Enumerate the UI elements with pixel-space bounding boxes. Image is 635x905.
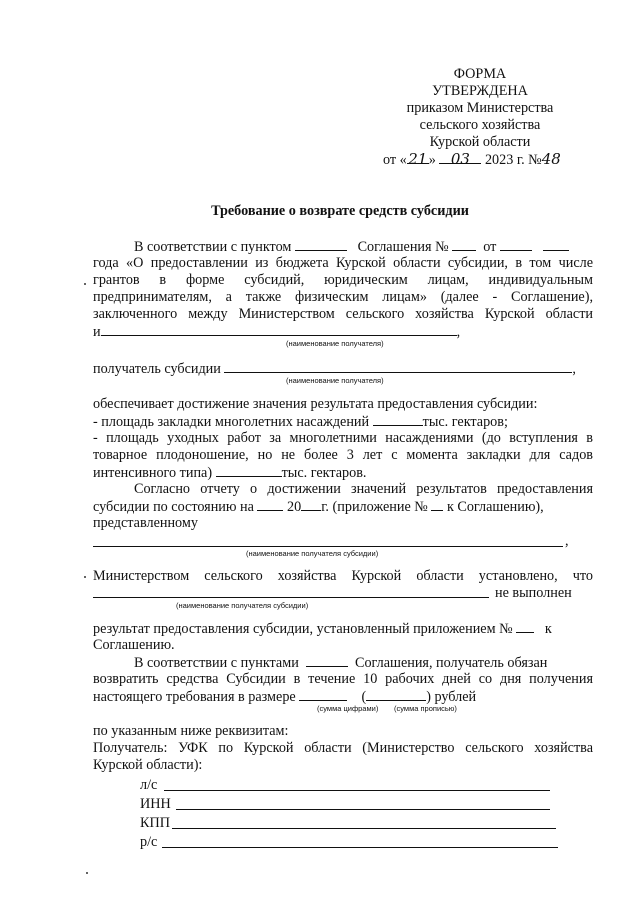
p1-text-b: Соглашения № <box>357 239 449 255</box>
planting-area-blank <box>373 413 423 426</box>
order-date-line <box>383 151 561 169</box>
p1-text-c: от <box>483 239 497 255</box>
p6-line1 <box>134 654 593 672</box>
p4-line1: Согласно отчету о достижении значений результатов предоставления <box>134 481 593 497</box>
p3-line1: обеспечивает достижение значения результата предоставления субсидии: <box>93 396 538 412</box>
caption-submitter: (наименование получателя субсидии) <box>246 549 379 558</box>
p7-line3: Курской области): <box>93 757 203 773</box>
p6-text-b: Соглашения, получатель обязан <box>354 655 548 671</box>
p5-line3 <box>93 620 593 638</box>
order-month: 03 <box>439 151 481 164</box>
p4-century: 20 <box>287 499 302 515</box>
agreement-number-blank <box>452 238 476 251</box>
p5-not-fulfilled: не выполнен <box>495 585 572 601</box>
p2-comma: , <box>572 361 576 377</box>
date-prefix: от « <box>383 152 407 168</box>
caption-violator: (наименование получателя субсидии) <box>176 601 309 610</box>
scan-speck <box>84 283 86 285</box>
account-blank <box>164 790 550 791</box>
p1-comma: , <box>456 324 461 340</box>
caption-amount-words: (сумма прописью) <box>394 704 457 713</box>
submitter-blank <box>93 546 563 547</box>
recipient-blank-2 <box>224 360 572 373</box>
p3-line3: - площадь уходных работ за многолетними насаждениями (до вступления в <box>93 430 593 446</box>
p3-planting-unit: тыс. гектаров; <box>422 414 508 430</box>
report-year-blank <box>301 498 321 511</box>
p3-line5 <box>93 464 366 482</box>
form-label: ФОРМА <box>453 66 507 82</box>
recipient-blank-1 <box>101 323 457 336</box>
p5-line1: Министерством сельского хозяйства Курской области установлено, что <box>93 568 593 584</box>
p7-line1: по указанным ниже реквизитам: <box>93 723 289 739</box>
p1-line4: предпринимателям, а также физическим лицам» (далее - Соглашение), <box>93 289 593 305</box>
p6-text-a3: настоящего требования в размере <box>93 689 296 705</box>
p5-line4: Соглашению. <box>93 637 175 653</box>
approved-label: УТВЕРЖДЕНА <box>432 83 528 99</box>
kpp-label: КПП <box>140 815 170 831</box>
scan-speck <box>84 576 86 578</box>
p1-text-a: В соответствии с пунктом <box>134 239 292 255</box>
p3-care-unit: тыс. гектаров. <box>281 465 367 481</box>
p5-text-a: результат предоставления субсидии, установленный приложением № <box>93 621 513 637</box>
inn-label: ИНН <box>140 796 171 812</box>
p1-line1 <box>134 238 569 256</box>
p4-comma: , <box>565 533 569 549</box>
result-appendix-blank <box>516 620 534 633</box>
p1-line2: года «О предоставлении из бюджета Курской области субсидии, в том числе <box>93 255 593 271</box>
p1-conj: и <box>93 324 101 340</box>
p1-line3: грантов в форме субсидий, юридическим лицам, индивидуальным <box>93 272 593 288</box>
p4-text-d: к Соглашению), <box>446 499 544 515</box>
p5-text-b: к <box>544 621 552 637</box>
account-label: л/с <box>140 777 158 793</box>
date-blank-1 <box>500 238 532 251</box>
p6-rubles: ) рублей <box>426 689 477 705</box>
care-area-blank <box>216 464 282 477</box>
number-prefix: г. № <box>516 152 542 168</box>
p1-line6 <box>93 323 460 341</box>
amount-words-blank <box>366 688 426 701</box>
clauses-blank <box>306 654 348 667</box>
p4-line2 <box>93 498 544 516</box>
settlement-account-blank <box>162 847 558 848</box>
p3-care-text: интенсивного типа) <box>93 465 213 481</box>
settlement-account-label: р/с <box>140 834 158 850</box>
appendix-number-blank <box>431 498 443 511</box>
p4-text-a: субсидии по состоянию на <box>93 499 254 515</box>
date-mid: » <box>428 152 436 168</box>
scan-speck <box>86 872 88 874</box>
report-day-blank <box>257 498 283 511</box>
p2-text: получатель субсидии <box>93 361 221 377</box>
caption-recipient-2: (наименование получателя) <box>286 376 384 385</box>
violator-blank <box>93 597 489 598</box>
p3-line2 <box>93 413 508 431</box>
p6-paren-open: ( <box>361 689 367 705</box>
p3-planting-text: - площадь закладки многолетних насаждений <box>93 414 370 430</box>
order-number: 48 <box>541 150 561 168</box>
p7-line2: Получатель: УФК по Курской области (Министерство сельского хозяйства <box>93 740 593 756</box>
kpp-blank <box>172 828 556 829</box>
caption-amount-digits: (сумма цифрами) <box>317 704 379 713</box>
inn-blank <box>176 809 550 810</box>
document-title: Требование о возврате средств субсидии <box>211 203 469 219</box>
ministry-label: сельского хозяйства <box>419 117 541 133</box>
caption-recipient-1: (наименование получателя) <box>286 339 384 348</box>
clause-blank <box>295 238 347 251</box>
p1-line5: заключенного между Министерством сельского хозяйства Курской области <box>93 306 593 322</box>
date-blank-2 <box>543 238 569 251</box>
order-year: 2023 <box>484 152 514 168</box>
region-label: Курской области <box>429 134 531 150</box>
p6-text-a: В соответствии с пунктами <box>134 655 299 671</box>
order-day: 21 <box>408 150 428 168</box>
amount-digits-blank <box>299 688 347 701</box>
p4-line3: представленному <box>93 515 198 531</box>
order-label: приказом Министерства <box>406 100 554 116</box>
p4-text-c: г. (приложение № <box>321 499 428 515</box>
p3-line4: товарное плодоношение, но не более 3 лет с момента закладки для садов <box>93 447 593 463</box>
p6-line2: возвратить средства Субсидии в течение 10 рабочих дней со дня получения <box>93 671 593 687</box>
